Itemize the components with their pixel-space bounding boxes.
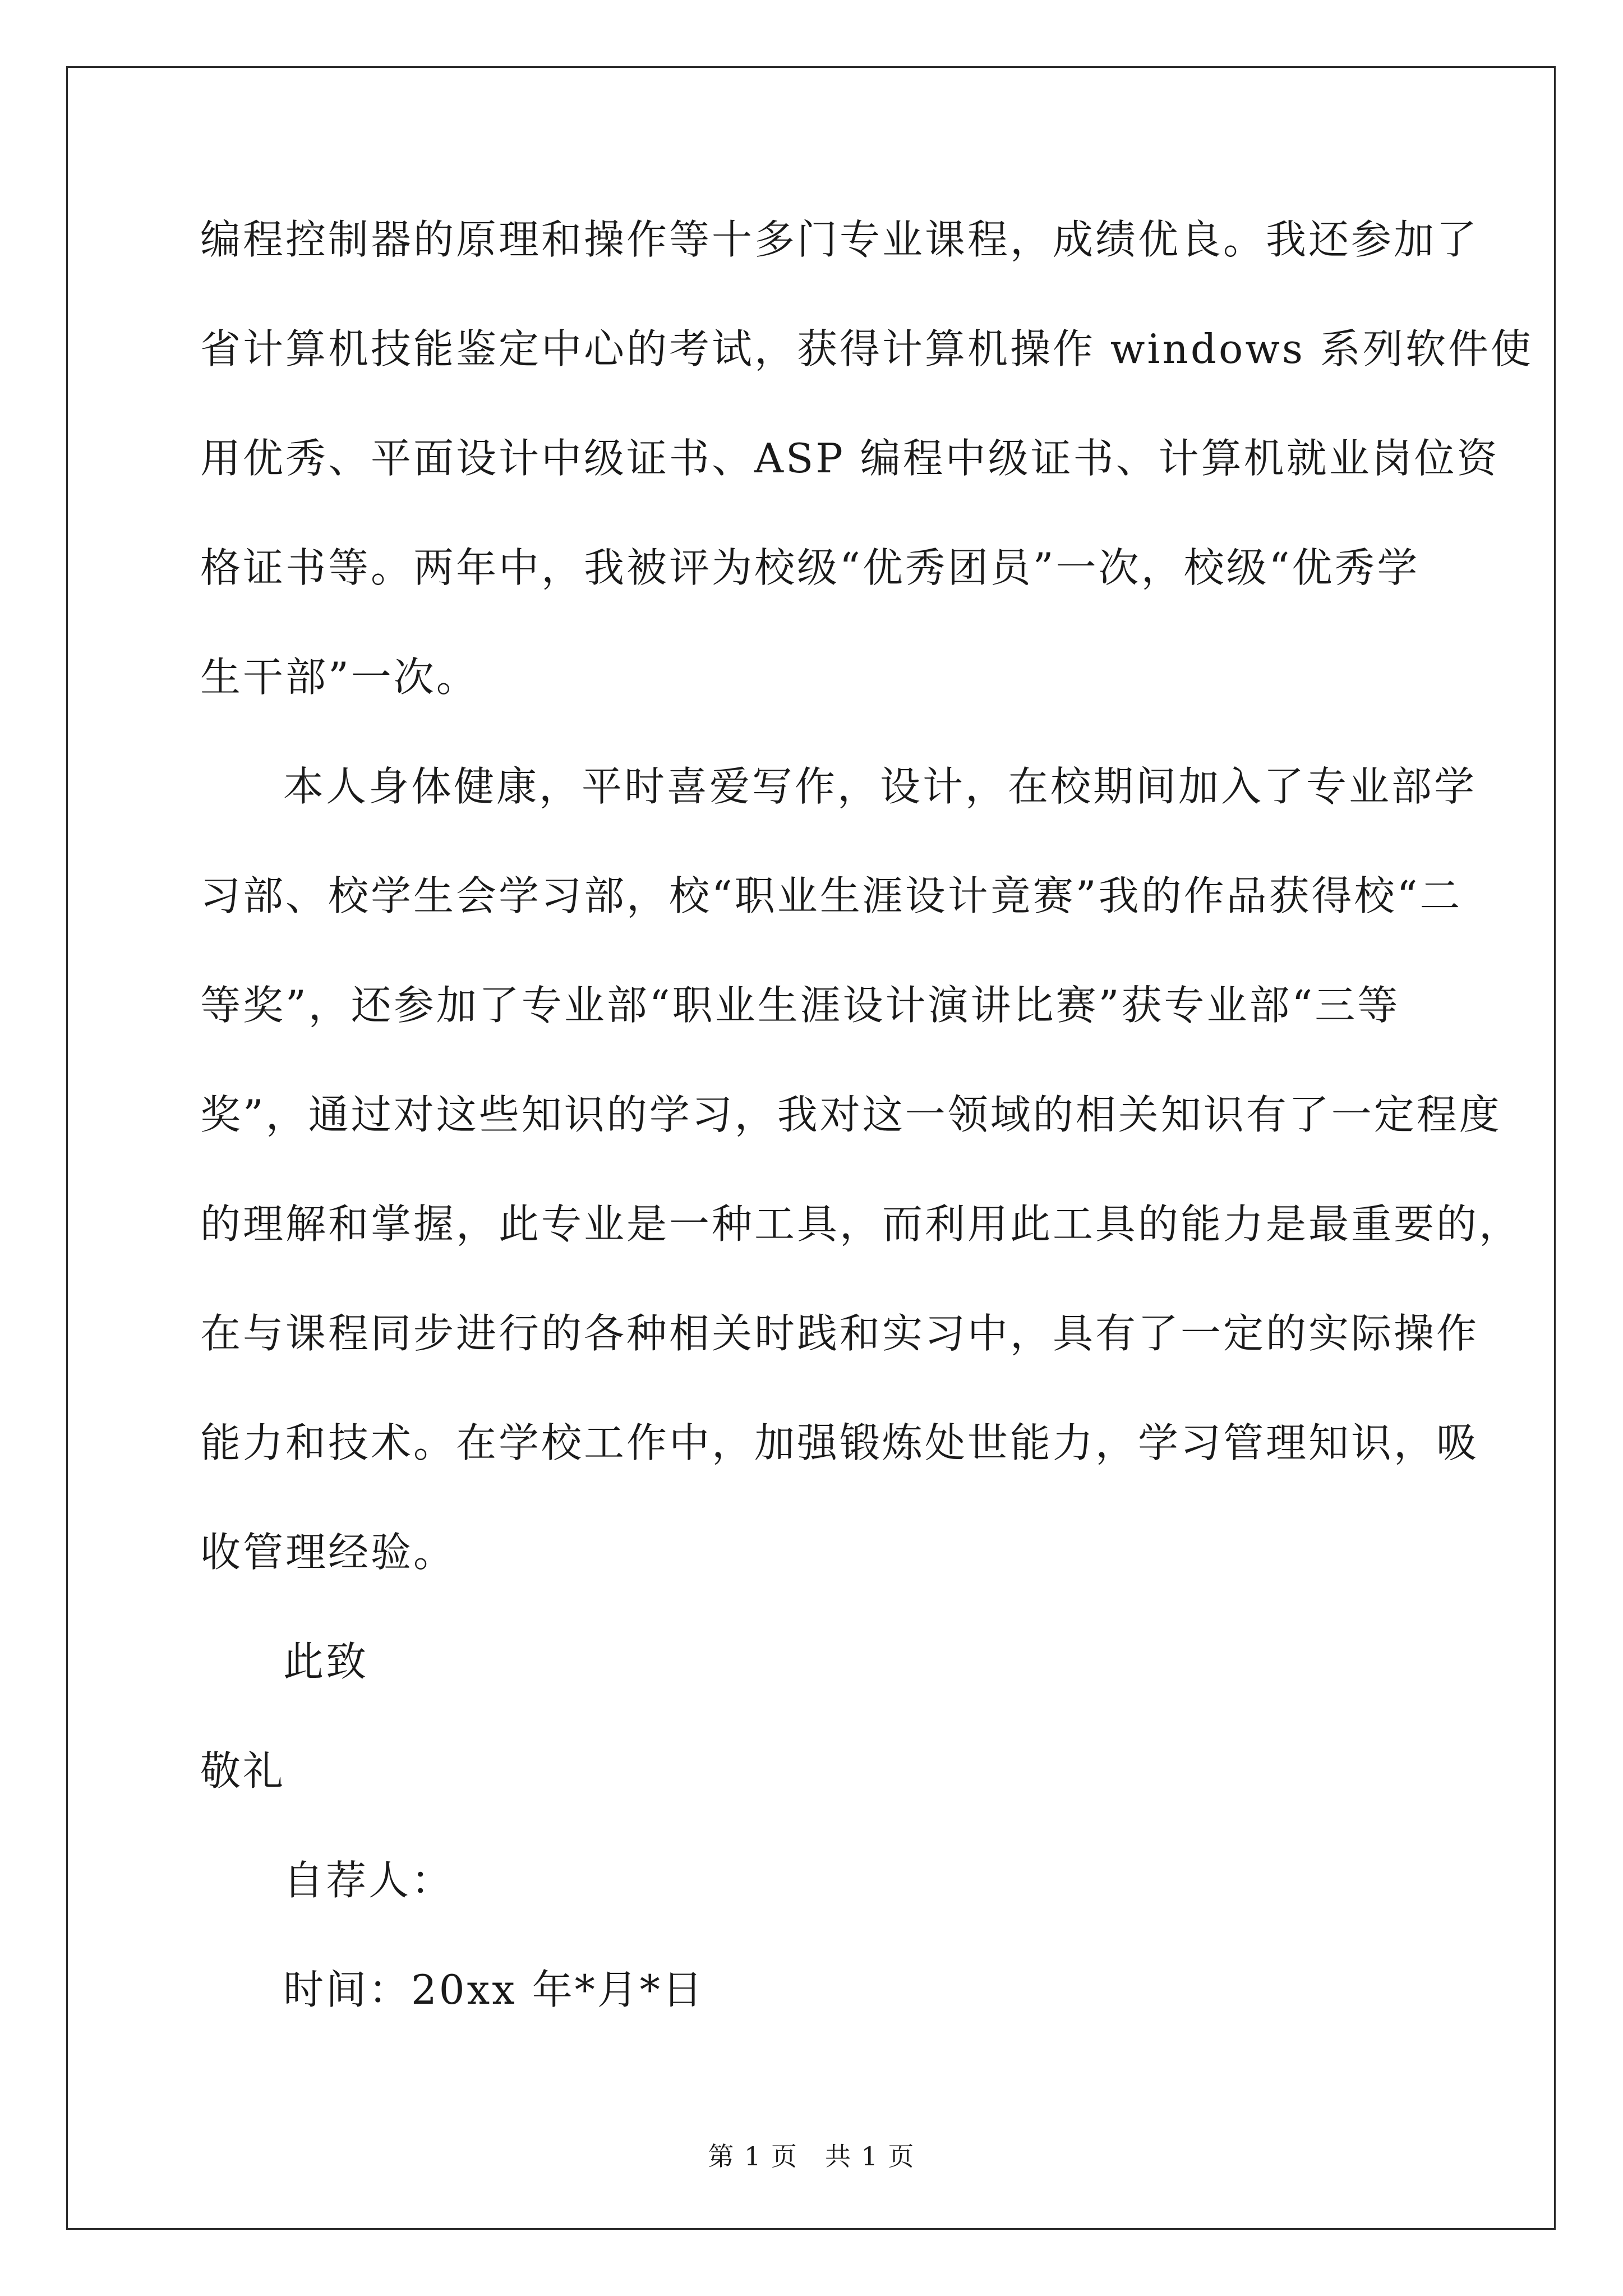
page-footer: 第 1 页 共 1 页 bbox=[708, 2141, 915, 2171]
text-line: 用优秀、平面设计中级证书、ASP 编程中级证书、计算机就业岗位资 bbox=[200, 435, 1500, 482]
letter-body bbox=[200, 185, 1533, 2045]
closing-regards: 敬礼 bbox=[200, 1747, 286, 1795]
text-line: 本人身体健康，平时喜爱写作，设计，在校期间加入了专业部学 bbox=[283, 763, 1477, 810]
closing-salutation: 此致 bbox=[283, 1638, 369, 1685]
text-line: 在与课程同步进行的各种相关时践和实习中，具有了一定的实际操作 bbox=[200, 1310, 1479, 1357]
text-line: 能力和技术。在学校工作中，加强锻炼处世能力，学习管理知识，吸 bbox=[200, 1419, 1479, 1466]
date-line: 时间：20xx 年*月*日 bbox=[283, 1966, 705, 2013]
text-line: 生干部”一次。 bbox=[200, 654, 479, 701]
text-line: 的理解和掌握，此专业是一种工具，而利用此工具的能力是最重要的， bbox=[200, 1200, 1522, 1248]
text-line: 编程控制器的原理和操作等十多门专业课程，成绩优良。我还参加了 bbox=[200, 216, 1479, 263]
text-line: 习部、校学生会学习部，校“职业生涯设计竟赛”我的作品获得校“二 bbox=[200, 872, 1463, 919]
text-line: 奖”，通过对这些知识的学习，我对这一领域的相关知识有了一定程度 bbox=[200, 1091, 1502, 1138]
text-line: 等奖”，还参加了专业部“职业生涯设计演讲比赛”获专业部“三等 bbox=[200, 982, 1400, 1029]
text-line: 收管理经验。 bbox=[200, 1529, 457, 1576]
signature-line: 自荐人： bbox=[283, 1857, 454, 1904]
text-line: 省计算机技能鉴定中心的考试，获得计算机操作 windows 系列软件使 bbox=[200, 325, 1533, 372]
text-line: 格证书等。两年中，我被评为校级“优秀团员”一次，校级“优秀学 bbox=[200, 544, 1420, 591]
